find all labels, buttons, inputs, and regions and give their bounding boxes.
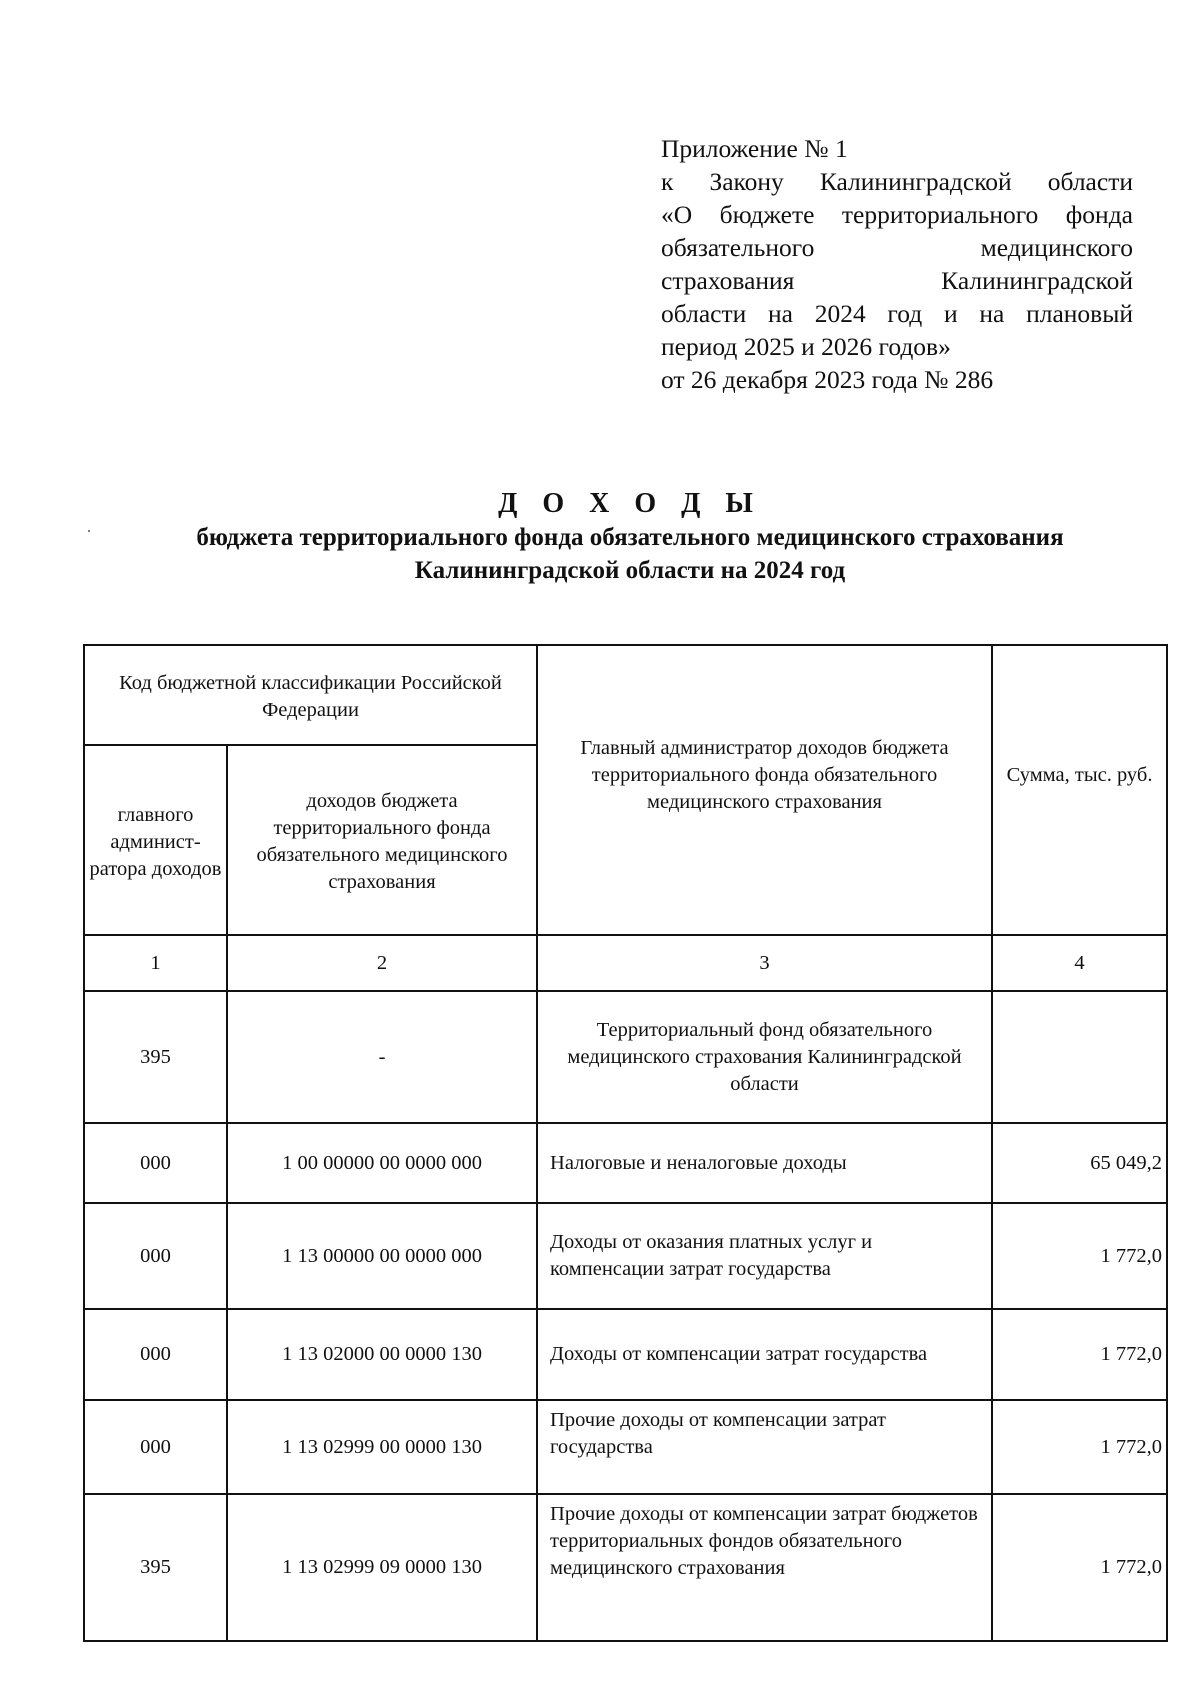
cell-admin-code: 000 bbox=[84, 1400, 227, 1494]
cell-revenue-code: 1 13 02000 00 0000 130 bbox=[227, 1309, 537, 1400]
cell-sum: 1 772,0 bbox=[992, 1203, 1167, 1309]
header-sum: Сумма, тыс. руб. bbox=[992, 645, 1167, 935]
cell-revenue-code: 1 13 02999 00 0000 130 bbox=[227, 1400, 537, 1494]
cell-name: Прочие доходы от компенсации затрат бюджетов территориальных фондов обязательного медицинского страхования bbox=[537, 1494, 992, 1641]
appendix-line: области на 2024 год и на плановый bbox=[661, 299, 1133, 328]
header-administrator: Главный администратор доходов бюджета территориального фонда обязательного медицинского страхования bbox=[537, 645, 992, 935]
document-subtitle-line1: бюджета территориального фонда обязательного медицинского страхования bbox=[196, 524, 1064, 551]
column-number: 1 bbox=[84, 935, 227, 991]
cell-admin-code: 395 bbox=[84, 991, 227, 1123]
cell-sum: 1 772,0 bbox=[992, 1494, 1167, 1641]
appendix-line: период 2025 и 2026 годов» bbox=[661, 332, 951, 361]
cell-revenue-code: - bbox=[227, 991, 537, 1123]
appendix-line: «О бюджете территориального фонда bbox=[661, 200, 1133, 229]
table-row bbox=[84, 991, 1167, 1123]
document-title-block bbox=[80, 487, 1180, 587]
document-subtitle-line2: Калининградской области на 2024 год bbox=[414, 557, 846, 584]
appendix-line: страхования Калининградской bbox=[661, 266, 1133, 295]
cell-sum: 65 049,2 bbox=[992, 1123, 1167, 1203]
appendix-block bbox=[661, 132, 1133, 396]
cell-name: Доходы от компенсации затрат государства bbox=[537, 1309, 992, 1400]
appendix-line: от 26 декабря 2023 года № 286 bbox=[661, 365, 994, 394]
table-row bbox=[84, 1203, 1167, 1309]
cell-name: Доходы от оказания платных услуг и компенсации затрат государства bbox=[537, 1203, 992, 1309]
header-classification-code: Код бюджетной классификации Российской Федерации bbox=[84, 645, 537, 745]
appendix-line: к Закону Калининградской области bbox=[661, 167, 1133, 196]
document-title: Д О Х О Д Ы bbox=[498, 488, 762, 519]
cell-admin-code: 000 bbox=[84, 1309, 227, 1400]
column-number: 4 bbox=[992, 935, 1167, 991]
cell-sum: 1 772,0 bbox=[992, 1309, 1167, 1400]
cell-name: Налоговые и неналоговые доходы bbox=[537, 1123, 992, 1203]
table-row bbox=[84, 1309, 1167, 1400]
cell-revenue-code: 1 00 00000 00 0000 000 bbox=[227, 1123, 537, 1203]
cell-revenue-code: 1 13 00000 00 0000 000 bbox=[227, 1203, 537, 1309]
cell-admin-code: 000 bbox=[84, 1123, 227, 1203]
header-revenue-code: доходов бюджета территориального фонда обязательного медицинского страхования bbox=[227, 745, 537, 935]
revenue-table bbox=[83, 644, 1168, 1642]
column-number: 3 bbox=[537, 935, 992, 991]
cell-sum: 1 772,0 bbox=[992, 1400, 1167, 1494]
appendix-line: обязательного медицинского bbox=[661, 233, 1133, 262]
column-number: 2 bbox=[227, 935, 537, 991]
cell-revenue-code: 1 13 02999 09 0000 130 bbox=[227, 1494, 537, 1641]
table-column-number-row bbox=[84, 935, 1167, 991]
cell-admin-code: 000 bbox=[84, 1203, 227, 1309]
table-row bbox=[84, 1400, 1167, 1494]
cell-name: Территориальный фонд обязательного медицинского страхования Калининградской области bbox=[537, 991, 992, 1123]
appendix-line: Приложение № 1 bbox=[661, 134, 848, 163]
cell-sum bbox=[992, 991, 1167, 1123]
table-row bbox=[84, 1494, 1167, 1641]
cell-admin-code: 395 bbox=[84, 1494, 227, 1641]
table-header-row bbox=[84, 645, 1167, 745]
cell-name: Прочие доходы от компенсации затрат государства bbox=[537, 1400, 992, 1494]
table-row bbox=[84, 1123, 1167, 1203]
header-main-admin-code: главного админист-ратора доходов bbox=[84, 745, 227, 935]
